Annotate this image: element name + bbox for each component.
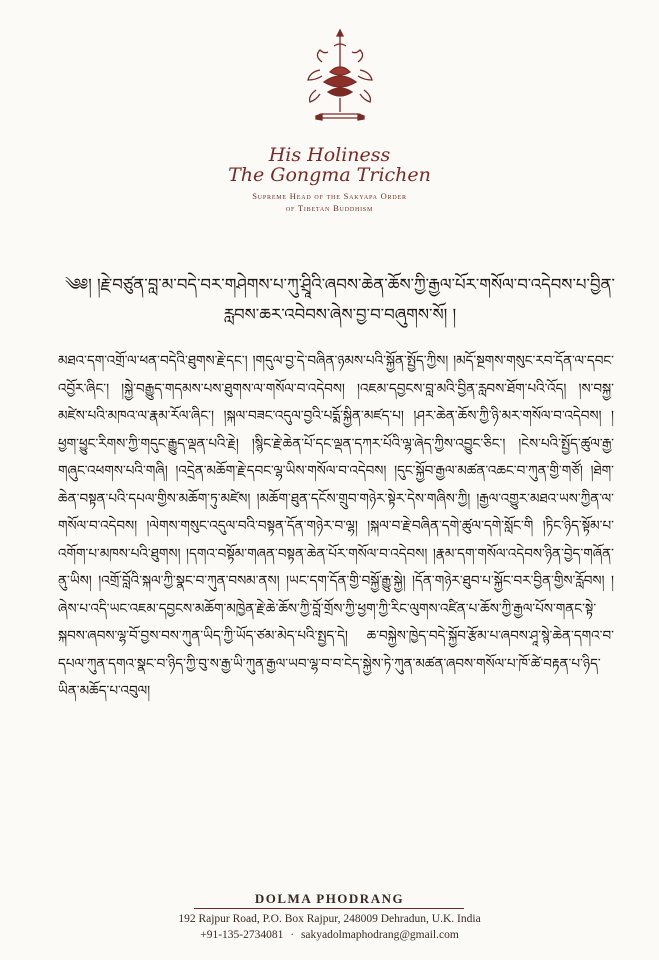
letterhead-subtitle-line2: of Tibetan Buddhism [285, 203, 374, 213]
letterhead-title-line2: The Gongma Trichen [228, 164, 431, 186]
footer-phone: +91-135-2734081 [200, 929, 284, 941]
footer-email: sakyadolmaphodrang@gmail.com [300, 929, 459, 941]
letterhead-subtitle-line1: Supreme Head of the Sakyapa Order [252, 191, 407, 201]
footer-divider [194, 908, 464, 909]
footer-office-name: DOLMA PHODRANG [254, 891, 405, 906]
footer-separator: · [290, 929, 295, 941]
prayer-heading: ༄༅། །རྗེ་བཙུན་བླ་མ་བདེ་བར་གཤེགས་པ་ཀུ་ཤྲཱིའི་ཞབས་ཆེན་ཆོས་ཀྱི་རྒྱལ་པོར་གསོལ་བ་འདེབས་པ་བྱིན་རླབས་ཆར་འབེབས་ཞེས་བྱ་བ་བཞུགས་སོ། ། [65, 275, 615, 324]
footer-contact [0, 929, 659, 941]
sakya-emblem-logo [300, 28, 380, 138]
lotus-emblem-icon [300, 28, 380, 128]
prayer-body: མཐའ་དག་འགྲོ་ལ་ཕན་བདེའི་ཐུགས་རྗེ་དང་། །གདུལ་བྱ་དེ་བཞིན་ཉམས་པའི་སྐྱོན་སྤྱོད་ཀྱིས། །མདོ་སྔགས་གསུང་རབ་དོན་ལ་དབང་འབྱོར་ཞིང་། །སྐྱེ་བརྒྱུད་གདམས་པས་ཐུགས་ལ་གསོལ་བ་འདེབས། །འཇམ་དབྱངས་བླ་མའི་བྱིན་རླབས་ཐོག་པའི་འོད། །ས་བསྐྱ་མཛེས་པའི་མཁའ་ལ་རྣམ་རོལ་ཞིང་། །སྐལ་བཟང་འདུལ་བྱའི་པདྨོ་སྐྱིན་མཛད་པ། །ཤར་ཆེན་ཆོས་ཀྱི་ཉི་མར་གསོལ་བ་འདེབས། །ཕྱག་ཕྱུང་རིགས་ཀྱི་གདུང་རྒྱུད་ལྡན་པའི་རྗེ། །སྙིང་རྗེ་ཆེན་པོ་དང་ལྡན་དཀར་པོའི་ལྷ་ཞེད་ཀྱིས་འབྱུང་ཅིང་། །ངེས་པའི་སྤྱོད་ཚུལ་རྒྱ་གཞུང་འཕགས་པའི་གཞི། །འདྲེན་མཆོག་རྗེ་དབང་ལྷ་ཡིས་གསོལ་བ་འདེབས། །དུང་སྐྱོབ་རྒྱལ་མཚན་འཆང་བ་ཀུན་གྱི་གཙོ། །ཐེག་ཆེན་བསྟན་པའི་དཔལ་གྱིས་མཆོག་ཏུ་མཛེས། །མཆོག་ཐུན་དངོས་གྲུབ་གཉེར་སྟེར་དེས་གཞིས་ཀྱི། །རྒྱལ་འགྱུར་མཐའ་ཡས་ཀྱིན་ལ་གསོལ་བ་འདེབས། །ལེགས་གསུང་འདུལ་བའི་བསྟན་དོན་གཉེར་བ་ལྷ། །སྐལ་བ་རྗེ་བཞིན་དགེ་ཚུལ་དགེ་སློང་གི །ཏིང་ཉིད་སྟོམ་པ་འགོག་པ་མཁས་པའི་ཐུགས། །དགའ་བསྟོམ་གཞན་བསྟན་ཆེན་པོར་གསོལ་བ་འདེབས། །རྣམ་དག་གསོལ་འདེབས་ཉིན་བྱེད་གཞོན་ནུ་ཡིས། །འགྲོ་བློའི་སྐལ་ཀྱི་སྣང་བ་ཀུན་བསམ་ནས། །ཡང་དག་དོན་གྱི་བསྐྱོ་རྒྱུ་སྐྱེ། །དོན་གཉེར་ཐུབ་པ་སྐྱོང་བར་བྱིན་གྱིས་རློབས། །ཞེས་པ་འདི་ཡང་འཇམ་དབྱངས་མཆོག་མཁྱེན་རྗེ་ཆེ་ཆོས་ཀྱི་བློ་གྲོས་ཀྱི་ཕྱག་ཀྱི་རིང་ལུགས་འཛིན་པ་ཆོས་ཀྱི་རྒྱལ་པོས་གནང་སྟེ་སྐབས་ཞབས་ལྷ་བོ་བྱས་བས་ཀུན་ཡིད་ཀྱི་ཡོད་ཙམ་མེད་པའི་སྤྱད་དེ། ཆ་བསྐྱེས་ཁྱེད་བདེ་སྐྱོབ་རྩོམ་པ་ཞབས་ཤཱ་སྙེ་ཆེན་དགའ་བ་དཔལ་ཀུན་དགའ་སྣང་བ་ཉིད་ཀྱི་བུ་ས་རྒྱ་ཡི་ཀུན་རྒྱལ་ཡབ་ལྷ་བ་བ་ངེད་སྐྱེས་ཏེ་ཀུན་མཚན་ཞབས་གསོལ་པ་ཁོ་ཚེ་བརྟན་པ་ཉིད་ཡིན་མཆོད་པ་འབུལ། [58, 353, 614, 699]
letterhead-title-line1: His Holiness [268, 144, 391, 166]
footer-address: 192 Rajpur Road, P.O. Box Rajpur, 248009 Dehradun, U.K. India [178, 913, 481, 925]
